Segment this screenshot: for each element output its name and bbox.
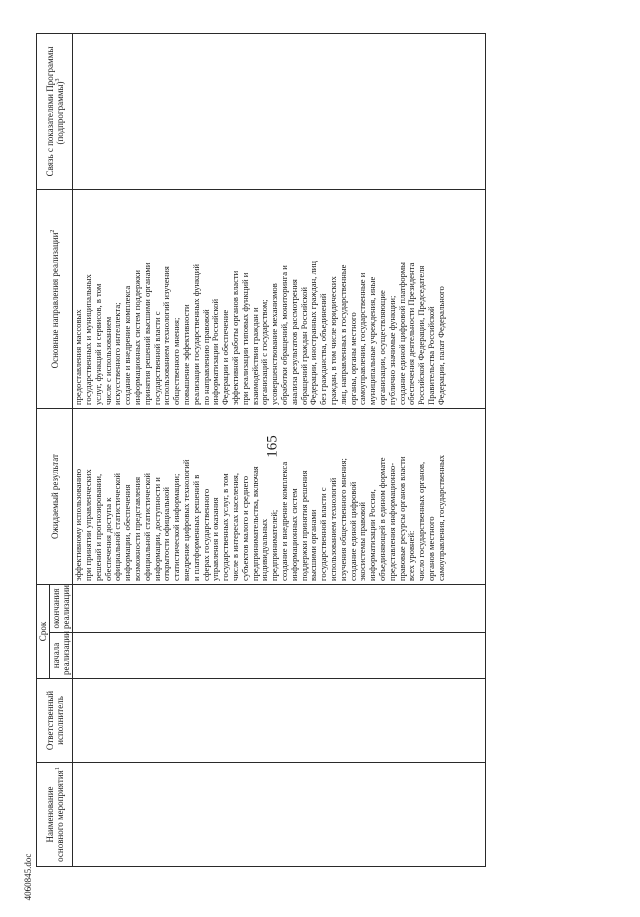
- header-term: Срок: [37, 584, 50, 678]
- program-measures-table: [36, 33, 486, 867]
- cell-term-end: [73, 584, 486, 632]
- header-term-end: окончания реализации: [50, 584, 73, 632]
- header-term-start: начала реализации: [50, 633, 73, 679]
- cell-name: [73, 763, 486, 867]
- rotated-table-container: [36, 34, 576, 867]
- cell-executor: [73, 679, 486, 763]
- header-directions: Основные направления реализации$^2$: [37, 189, 73, 408]
- header-result: Ожидаемый результат: [37, 408, 73, 584]
- table-row: [73, 33, 486, 866]
- cell-result: эффективному использованию при принятии управленческих решений и прогнозировании, обеспечения доступа к официальной статистической информации, обеспечения возможности представления официальной статистической информации, доступности и открытости официальной статистической информации; внедрение цифровых технологий и платформенных решений в сферах государственного управления и оказания государственных услуг, в том числе в интересах населения, субъектов малого и среднего предпринимательства, включая индивидуальных предпринимателей; создание и внедрение комплекса информационных систем поддержки принятия решения высшими органами государственной власти с использованием технологий изучения общественного мнения; создание единой цифровой экосистемы правовой информатизации России, объединяющей в едином формате представления информационно- правовые ресурсы органов власти всех уровней: число государственных органов, органов местного самоуправления, государственных: [73, 408, 486, 584]
- document-filename: 4060845.doc: [23, 853, 33, 901]
- header-link: Связь с показателями Программы (подпрограммы)$^3$: [37, 33, 73, 189]
- cell-directions: предоставления массовых государственных и муниципальных услуг, функций и сервисов, в том числе с использованием искусственного интеллекта; создание и внедрение комплекса информационных систем поддержки принятия решений высшими органами государственной власти с использованием технологий изучения общественного мнения; повышение эффективности реализации государственных функций по направлению правовой информатизации Российской Федерации и обеспечение эффективной работы органов власти при реализации типовых функций и взаимодействия граждан и организаций с государством; усовершенствование механизмов обработки обращений, мониторинга и анализа результатов рассмотрения обращений граждан Российской Федерации, иностранных граждан, лиц без гражданства, объединений граждан, в том числе юридических лиц, направленных в государственные органы, органы местного самоуправления, государственные и муниципальные учреждения, иные организации, осуществляющие публично значимые функции; создание единой цифровой платформы обеспечения деятельности Президента Российской Федерации, Председателя Правительства Российской Федерации, палат Федерального: [73, 189, 486, 408]
- header-name: Наименование основного мероприятия$^1$: [37, 763, 73, 867]
- cell-link: [73, 33, 486, 189]
- header-row: [37, 33, 50, 866]
- header-executor: Ответственный исполнитель: [37, 679, 73, 763]
- page-number: 165: [264, 435, 281, 458]
- cell-term-start: [73, 633, 486, 679]
